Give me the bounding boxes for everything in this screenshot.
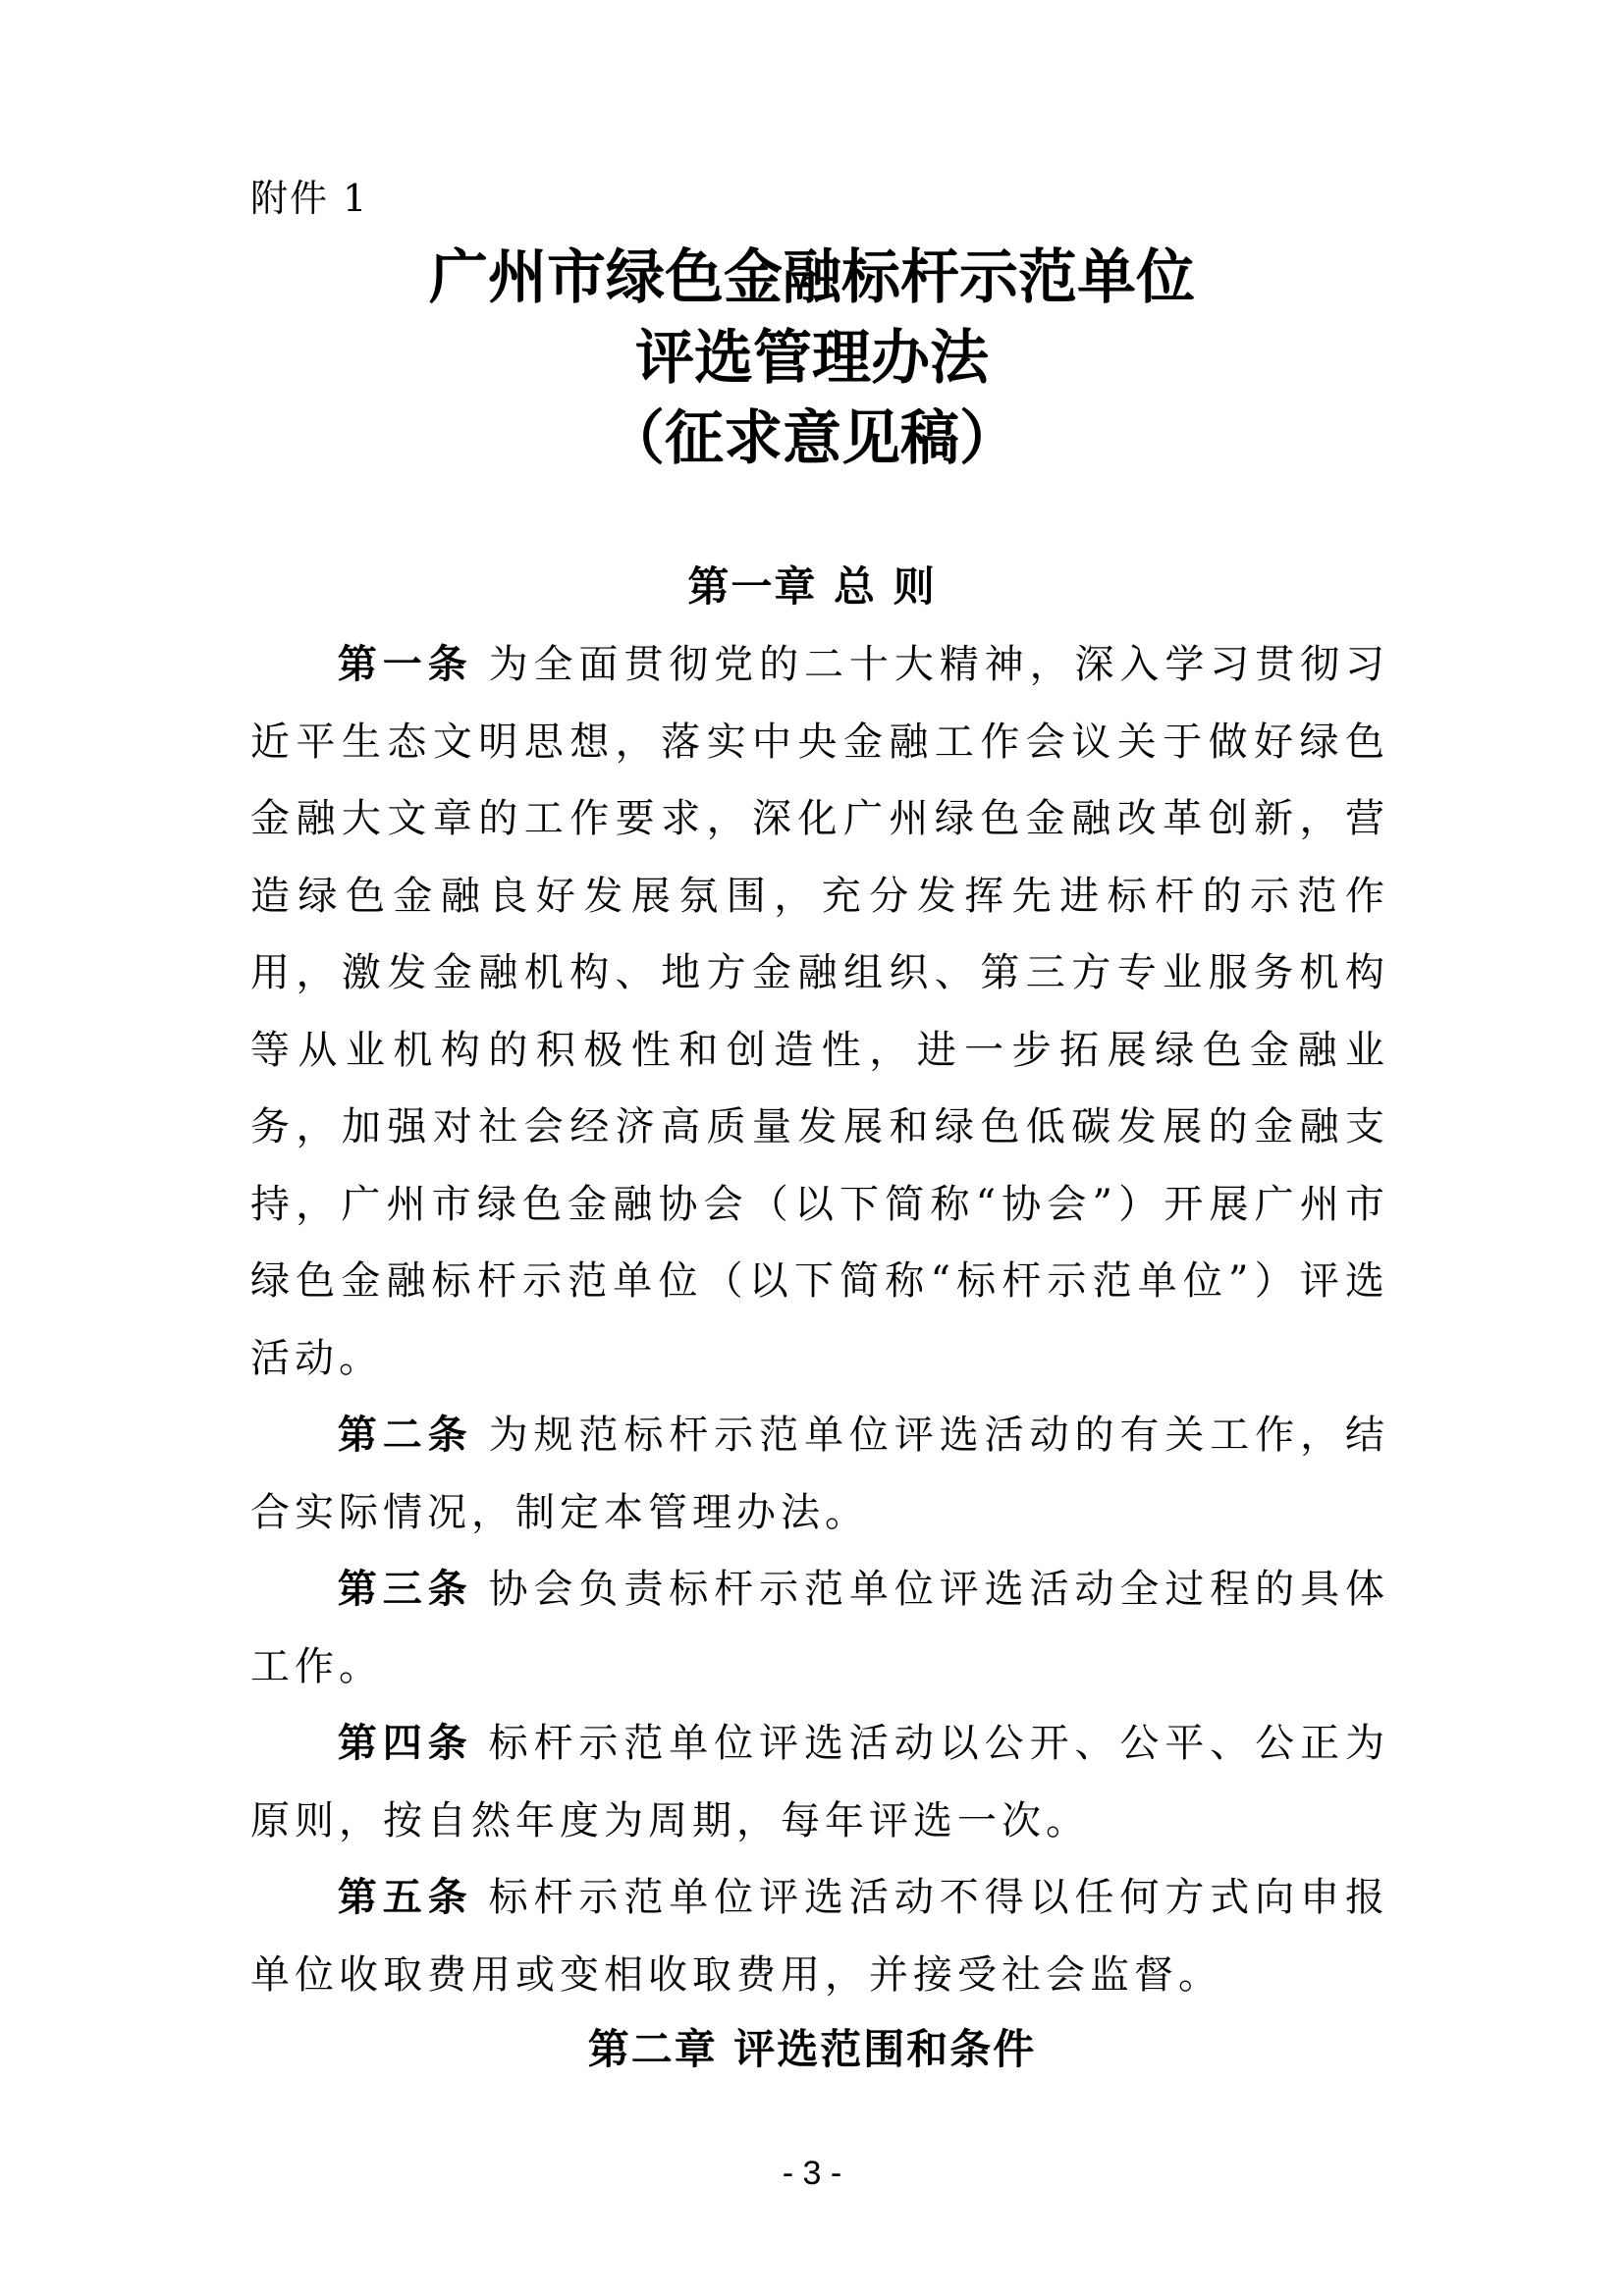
article-label: 第五条 (337, 1875, 473, 1920)
article-3 (250, 1551, 1389, 1705)
article-text: 标杆示范单位评选活动以公开、公平、公正为原则，按自然年度为周期，每年评选一次。 (250, 1721, 1390, 1843)
article-label: 第四条 (337, 1721, 473, 1766)
article-text: 协会负责标杆示范单位评选活动全过程的具体工作。 (250, 1567, 1390, 1689)
title-line-2: 评选管理办法 (635, 324, 989, 393)
document-title (0, 238, 1624, 479)
article-text: 标杆示范单位评选活动不得以任何方式向申报单位收取费用或变相收取费用，并接受社会监督。 (250, 1875, 1390, 1998)
article-text: 为全面贯彻党的二十大精神，深入学习贯彻习近平生态文明思想，落实中央金融工作会议关于做好绿色金融大文章的工作要求，深化广州绿色金融改革创新，营造绿色金融良好发展氛围，充分发挥先进标杆的示范作用，激发金融机构、地方金融组织、第三方专业服务机构等从业机构的积极性和创造性，进一步拓展绿色金融业务，加强对社会经济高质量发展和绿色低碳发展的金融支持，广州市绿色金融协会（以下简称“协会”）开展广州市绿色金融标杆示范单位（以下简称“标杆示范单位”）评选活动。 (250, 642, 1390, 1381)
title-line-1: 广州市绿色金融标杆示范单位 (429, 243, 1195, 312)
chapter-heading-1: 第一章 总 则 (687, 562, 937, 611)
articles-body (250, 626, 1389, 2013)
chapter-heading-2: 第二章 评选范围和条件 (587, 2025, 1037, 2073)
article-label: 第三条 (337, 1567, 473, 1612)
article-text: 为规范标杆示范单位评选活动的有关工作，结合实际情况，制定本管理办法。 (250, 1413, 1390, 1535)
article-label: 第二条 (337, 1413, 473, 1458)
article-1 (250, 626, 1389, 1397)
article-5 (250, 1859, 1389, 2013)
page-number: - 3 - (782, 2155, 842, 2192)
article-label: 第一条 (337, 642, 473, 687)
article-4 (250, 1705, 1389, 1859)
title-line-3: （征求意见稿） (606, 404, 1018, 473)
attachment-label: 附件 1 (250, 177, 369, 220)
article-2 (250, 1397, 1389, 1551)
